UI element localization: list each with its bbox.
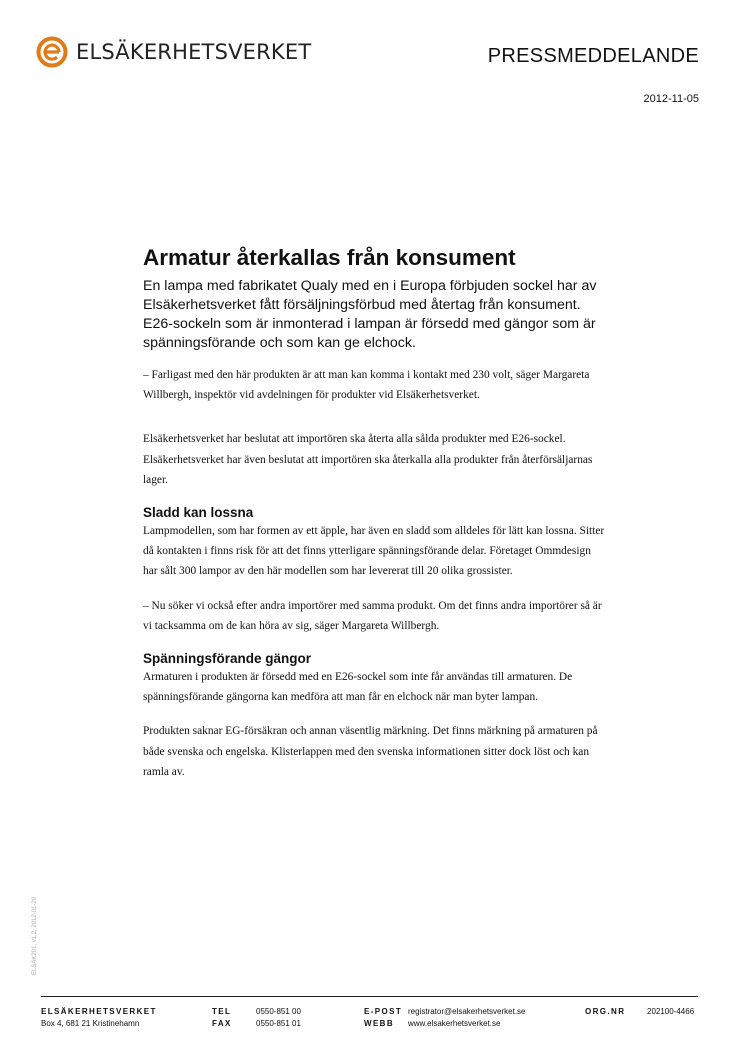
orgnr-value: 202100-4466 (647, 1007, 695, 1016)
quote-paragraph: – Farligast med den här produkten är att man kan komma i kontakt med 230 volt, säger Margareta Willbergh, inspektör vid avdelningen för produkter vid Elsäkerhetsverket. (143, 369, 590, 402)
quote-paragraph: – Nu söker vi också efter andra importörer med samma produkt. Om det finns andra importörer så är vi tacksamma om de kan höra av sig, säger Margareta Willbergh. (143, 599, 602, 632)
footer-divider (41, 996, 698, 997)
body-paragraph: Produkten saknar EG-försäkran och annan väsentlig märkning. Det finns märkning på armaturen på både svenska och engelska. Klisterlappen med den svenska informationen sitter dock löst och kan ramla av. (143, 725, 598, 778)
tel-value: 0550-851 00 (256, 1007, 301, 1016)
body-paragraph: Elsäkerhetsverket har beslutat att importören ska återta alla sålda produkter med E26-sockel. Elsäkerhetsverket har även beslutat att importören ska återkalla alla produkter från återförsäljarnas lager. (143, 433, 593, 486)
document-date: 2012-11-05 (643, 93, 699, 105)
email-value: registrator@elsakerhetsverket.se (408, 1007, 526, 1016)
fax-label: FAX (212, 1019, 232, 1028)
article-body (143, 243, 608, 796)
web-label: WEBB (364, 1019, 395, 1028)
footer-org-name: ELSÄKERHETSVERKET (41, 1007, 157, 1016)
orgnr-label: ORG.NR (585, 1007, 626, 1016)
fax-value: 0550-851 01 (256, 1019, 301, 1028)
headline: Armatur återkallas från konsument (143, 245, 516, 270)
footer-phone (212, 1006, 301, 1030)
tel-label: TEL (212, 1007, 232, 1016)
web-value: www.elsakerhetsverket.se (408, 1019, 501, 1028)
subheading-threads: Spänningsförande gängor (143, 651, 312, 667)
body-paragraph: Lampmodellen, som har formen av ett äpple, har även en sladd som alldeles för lätt kan lossna. Sitter då kontakten i finns risk för att det finns ytterligare spänningsförande delar. Företaget Ommdesign har sålt 300 lampor av den här modellen som har levererat till 20 olika grossister. (143, 525, 605, 578)
logo-text: ELSÄKERHETSVERKET (76, 39, 312, 64)
document-type: PRESSMEDDELANDE (487, 45, 699, 67)
body-paragraph: Armaturen i produkten är försedd med en E26-sockel som inte får användas till armaturen. De spänningsförande gängorna kan medföra att man får en elchock när man byter lampan. (143, 671, 573, 704)
subheading-cord: Sladd kan lossna (143, 505, 254, 521)
footer-org (41, 1006, 157, 1030)
footer-orgnr (585, 1006, 694, 1018)
logo (36, 36, 311, 68)
document-code: ELSÄK201, v1.2, 2012-01-20 (32, 896, 38, 975)
footer-contact (364, 1006, 526, 1030)
email-label: E-POST (364, 1007, 403, 1016)
logo-mark-icon (36, 36, 68, 68)
lead-paragraph: En lampa med fabrikatet Qualy med en i Europa förbjuden sockel har av Elsäkerhetsverket fått försäljningsförbud med återtag från konsument. E26-sockeln som är inmonterad i lampan är försedd med gängor som är spänningsförande och som kan ge elchock. (143, 278, 597, 351)
footer-address: Box 4, 681 21 Kristinehamn (41, 1019, 140, 1028)
